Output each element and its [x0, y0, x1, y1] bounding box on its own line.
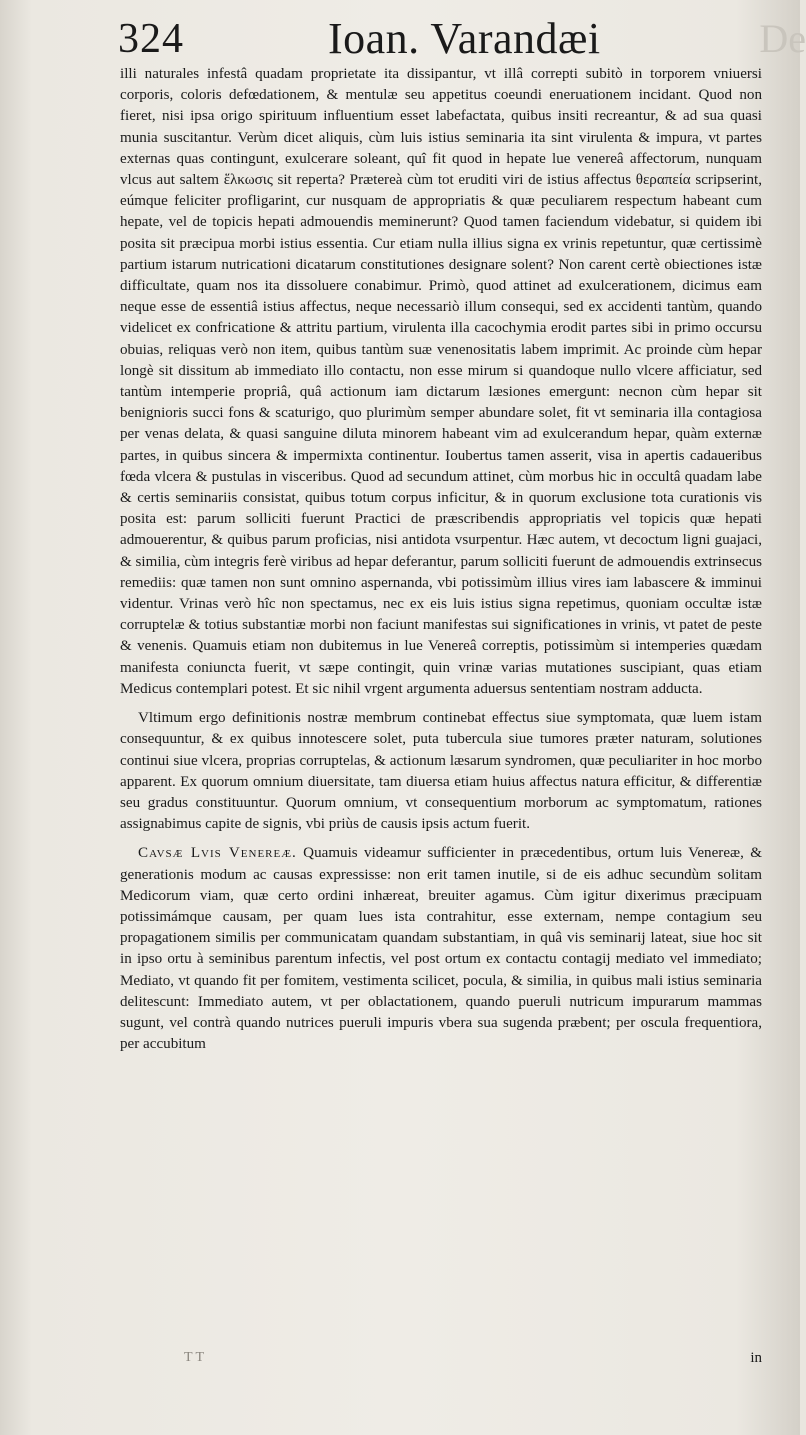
section-heading: Cavsæ Lvis Venereæ.	[138, 845, 297, 862]
paragraph-continuation: illi naturales infestâ quadam proprietate ita dissipantur, vt illâ correpti subitò in torporem vniuersi corporis, coloris defœdationem, & mentulæ seu appetitus coeundi eneruationem incidant. Quod non fieret, nisi ipsa origo spirituum influentium esset labefactata, quibus insiti recreantur, & ad sua quasi munia suscitantur. Verùm dicet aliquis, cùm luis istius seminaria ita sint virulenta & impura, vt partes externas quas contingunt, exulcerare soleant, quî fit quod in hepate lue venereâ affectorum, nunquam vlcus aut saltem ἕλκωσις sit reperta? Prætereà cùm tot eruditi viri de istius affectus θεραπεία scripserint, eúmque feliciter profligarint, cur nusquam de appropriatis & quæ peculiarem respectum habeant cum hepate, vel de topicis hepati admouendis meminerunt? Quod tamen faciendum videbatur, si quidem ibi posita sit præcipua morbi istius essentia. Cur etiam nulla illius signa ex vrinis repetuntur, quæ certissimè partium istarum nutricationi dicatarum constitutiones designare solent? Non carent certè obiectiones istæ difficultate, quam nos ita dissoluere conabimur. Primò, quod attinet ad exulcerationem, dicimus eam neque esse de essentiâ istius affectus, neque necessariò illum consequi, sed ex accidenti tantùm, quando videlicet ex confricatione & attritu partium, virulenta illa cacochymia erodit partes sibi in primo occursu obuias, reliquas verò non item, quibus tantùm suæ venenositatis labem imprimit. Ac proinde cùm hepar longè sit dissitum ab immediato illo contactu, non esse mirum si quandoque nullo vlcere afficiatur, sed tantùm intemperie propriâ, quâ actionum iam dictarum læsiones emergunt: necnon cùm hepar sit benignioris succi fons & scaturigo, quo plurimùm semper abundare solet, fit vt seminaria illa contagiosa per venas delata, & quasi sanguine diluta minorem habeant vim ad exulcerandum hepar, quàm externæ partes, in quibus sincera & impermixta continentur. Ioubertus tamen asserit, visa in apertis cadaueribus fœda vlcera & pustulas in visceribus. Quod ad secundum attinet, cùm morbus hic in occultâ quadam labe & certis seminariis consistat, quibus totum corpus inficitur, & in quorum exclusione tota curationis vis posita est: parum solliciti fuerunt Practici de præscribendis appropriatis vel topicis quæ hepati admouerentur, & quibus parum proficias, nisi antidota vsurpentur. Hæc autem, vt decoctum ligni guajaci, & similia, cùm integris ferè viribus ad hepar deferantur, parum solliciti fuerunt de admouendis extrinsecus remediis: quæ tamen non sunt omnino aspernanda, vbi potissimùm illius vires iam labascere & imminui videntur. Vrinas verò hîc non spectamus, nec ex eis luis istius signa repetimus, quoniam occultæ istæ corruptelæ & totius substantiæ morbi non faciunt manifestas sui significationes in vrinis, vt patet de peste & venenis. Quamuis etiam non dubitemus in lue Venereâ correptis, potissimùm si intemperies quædam manifesta coniuncta fuerit, vt sæpe contingit, quin vrinæ varias mutationes suscipiant, quas etiam Medicus contemplari potest. Et sic nihil vrgent argumenta aduersus sententiam nostram adducta.	[120, 66, 762, 697]
paragraph-causes-text: Quamuis videamur sufficienter in præcedentibus, ortum luis Venereæ, & generationis modum ac causas expressisse: non erit tamen inutile, si de eis adhuc secundùm solitam Medicorum viam, quæ certo ordini inhæreat, breuiter agamus. Cùm igitur dixerimus præcipuam potissimámque causam, per quam lues ista contrahitur, esse externam, nempe contagium seu propagationem similis per communicatam quandam substantiam, in quâ vis seminarij lateat, siue hoc sit in ipso ortu à seminibus parentum infectis, vel post ortum ex contactu contagij mediato vel immediato; Mediato, vt quando fit per fomitem, vestimenta scilicet, pocula, & similia, in quibus mali istius seminaria delitescunt: Immediato autem, vt per oblactationem, quando pueruli nutricum impurarum mammas sugunt, vel contrà quando nutrices pueruli impuris vbera sua sugenda præbent; per oscula frequentiora, per accubitum	[120, 845, 762, 1053]
bleed-through-text: De	[759, 16, 806, 61]
page-footer	[120, 1350, 762, 1374]
body-text	[120, 64, 762, 1055]
running-head: Ioan. Varandæi	[328, 14, 601, 63]
page-header	[118, 14, 806, 64]
paragraph-symptoms: Vltimum ergo definitionis nostræ membrum continebat effectus siue symptomata, quæ luem istam consequuntur, & ex quibus innotescere solet, puta tubercula siue tumores præter naturam, solutiones continui siue vlcera, proprias corruptelas, & actionum læsarum syndromen, quæ peculiariter in hoc morbo apparent. Ex quorum omnium diuersitate, tam diuersa etiam huius affectus natura efficitur, & differentiæ seu gradus constituuntur. Quorum omnium, vt consequentium morborum ac symptomatum, rationes assignabimus capite de signis, vbi priùs de causis ipsis actum fuerit.	[120, 710, 762, 833]
signature-mark: TT	[184, 1350, 208, 1365]
catchword: in	[750, 1350, 762, 1366]
page-number: 324	[118, 16, 184, 62]
paragraph-causes	[120, 843, 762, 1055]
